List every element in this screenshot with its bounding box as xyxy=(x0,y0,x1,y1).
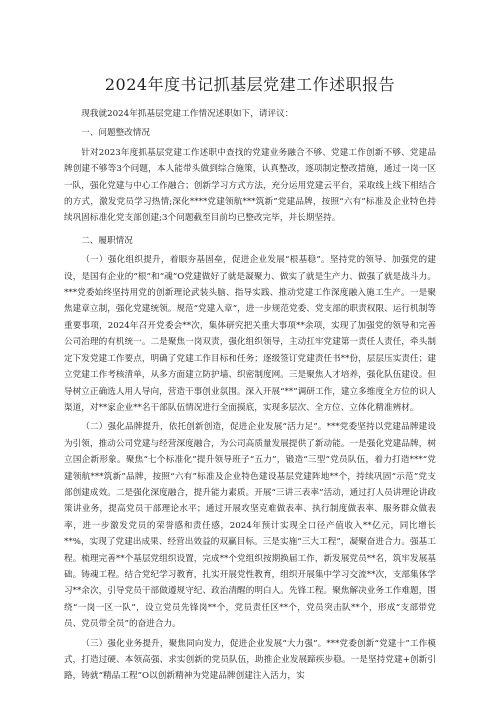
document-title: 2024年度书记抓基层党建工作述职报告 xyxy=(104,75,396,94)
intro-paragraph: 现我就2024年抓基层党建工作情况述职如下，请评议： xyxy=(81,109,294,119)
paragraph-organization-upgrade: （一）强化组织提升，着眼夯基固垒，促进企业发展“根基稳”。坚持党的领导、加强党的建设，是国有企业的“根”和“魂”O党建做好了就是凝聚力、做实了就是生产力、做强了就是战斗力。***党委始终坚持用党的创新理论武装头脑、指导实践、推动党建工作深度融入施工生产。一是聚焦建章立制，强化党建统领。规范“党建入章”，进一步规范党委、党支部的职责权限、运行机制等重要事项，2024年召开党委会**次，集体研究把关重大事项**余项，实现了加强党的领导和完善公司治理的有机统一。二是聚焦一岗双责，强化组织领导，主动扛牢党建第一责任人责任，牵头制定下发党建工作要点，明确了党建工作目标和任务；逐级签订党建责任书**份，层层压实责任；建立党建工作考核清单，从多方面建立防护墙、织密制度网。三是聚焦人才培养，强化队伍建设。但导树立正确选人用人导向，营造干事创业氛围。深入开展“**”调研工作，建立多维度全方位的识人渠道，对**家企业**名干部队伍情况进行全面摸底，实现多层次、全方位、立体化精准辨材。 xyxy=(64,255,436,413)
section-body-problem-rectification: 针对2023年度抓基层党建工作述职中查找的党建业务融合不够、党建工作创新不够、党建品牌创建不够等3个问题，本人能带头做到综合施策，认真整改，逐项制定整改措施，通过一岗一区一队，强化党建与中心工作融合；创新学习方式方法，充分运用党建云平台，采取线上线下相结合的方式，激发党员学习热情;深化****党建领航***筑新”党建品牌，按照“六有”标准及企业特色持续巩固标准化党支部创建;3个问题截至目前均已整改完毕，并长期坚持。 xyxy=(64,147,436,224)
section-heading-problem-rectification: 一、问题整改情况 xyxy=(81,128,150,139)
section-heading-duty-performance: 二、履职情况 xyxy=(81,235,133,246)
paragraph-brand-upgrade: （二）强化品牌提升，依托创新创造，促进企业发展“活力足”。***党委坚持以党建品牌建设为引领，推动公司党建与经营深度融合，为公司高质量发展提供了新动能。一是强化党建品牌，树立国企新形象。聚焦“七个标准化”提升领导班子“五力”，锻造“三型”党员队伍，着力打造***“党建领航***筑新”品牌，按照“六有”标准及企业特色建设基层党建阵地**个，持续巩固“示范”党支部创建成效。二是强化深度融合，提升能力素质。开展“三讲三表率”活动，通过打人员讲理论讲政策讲业务，提高党员干部理论水平；通过开展攻坚克难做表率、执行制度做表率、服务群众做表率，进一步激发党员的荣誉感和责任感，2024年预计实现全口径产值收入**亿元，同比增长**%，实现了党建出成果、经营出效益的双赢目标。三是实施“三大工程”，凝聚奋进合力。强基工程。梳理完善**个基层党组织设置，完成**个党组织按期换届工作，新发展党员**名，筑牢发展基础。铸魂工程。结合党纪学习教育，扎实开展党性教育，组织开展集中学习交流**次，支部集体学习**余次，引导党员干部做遵规守纪、政治清醒的明白人。先锋工程。聚焦解决业务工作难题，围绕“一岗一区一队”，设立党员先锋岗**个，党员责任区**个，党员突击队**个，形成“支部带党员、党员带全员”的奋进合力。 xyxy=(64,422,436,630)
paragraph-business-upgrade: （三）强化业务提升，聚焦同向发力，促进企业发展“大力强”。***党委创新“党建十”工作模式，打造过硬、本领高强、求实创新的党员队伍，助推企业发展蹄疾步稳。一是坚持党建+创新引路，铸就“精品工程”O以创新精神为党建品牌创建注入活力，实 xyxy=(64,638,436,682)
